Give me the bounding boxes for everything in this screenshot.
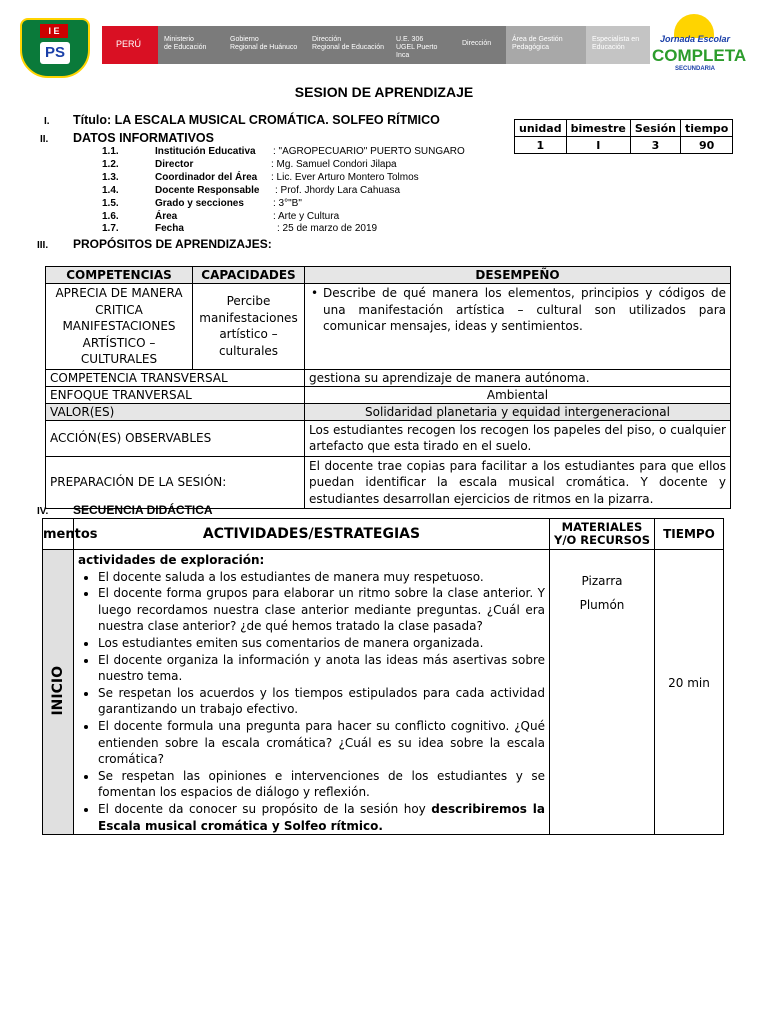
- header-desempeno: DESEMPEÑO: [305, 267, 731, 284]
- section-2-title: DATOS INFORMATIVOS: [73, 131, 214, 145]
- preparacion-value: El docente trae copias para facilitar a los estudiantes para que ellos puedan identificar la escala musical cromática. Y docente y estudiantes desarrollan ejercicios de ritmos en la pizarra.: [305, 456, 731, 509]
- unit-table: [514, 119, 733, 154]
- table-row: [46, 456, 731, 509]
- header-competencias: COMPETENCIAS: [46, 267, 193, 284]
- transversal-value: gestiona su aprendizaje de manera autónoma.: [305, 369, 731, 386]
- material-plumon: Plumón: [579, 598, 625, 612]
- actividades-cell: [74, 550, 550, 835]
- header-materiales: MATERIALES Y/O RECURSOS: [550, 519, 655, 550]
- table-row: [46, 403, 731, 420]
- valor-label: VALOR(ES): [46, 403, 305, 420]
- list-item: • El docente forma grupos para elaborar un ritmo sobre la clase anterior. Y luego recordamos nuestra clase anterior mediante preguntas. ¿Cuál era nuestra clase anterior? ¿de qué hemos tratado la clase pasada?: [98, 585, 545, 635]
- competencias-table: [45, 266, 731, 509]
- valor-value: Solidaridad planetaria y equidad intergeneracional: [305, 403, 731, 420]
- list-item: • El docente da conocer su propósito de la sesión hoy describiremos la Escala musical cromática y Solfeo rítmico.: [98, 801, 545, 834]
- list-item: • Se respetan los acuerdos y los tiempos estipulados para cada actividad garantizando un trabajo efectivo.: [98, 685, 545, 718]
- header-tiempo: tiempo: [680, 120, 732, 137]
- section-3-title: PROPÓSITOS DE APRENDIZAJES:: [73, 237, 272, 251]
- transversal-label: COMPETENCIA TRANSVERSAL: [46, 369, 305, 386]
- crest-letters: I E: [40, 24, 68, 38]
- banner-peru: PERÚ: [102, 26, 158, 64]
- table-row: [46, 386, 731, 403]
- banner-ugel: U.E. 306 UGEL Puerto Inca: [390, 26, 456, 64]
- header-sesion: Sesión: [630, 120, 680, 137]
- crest-initials: PS: [40, 42, 70, 64]
- header-unidad: unidad: [515, 120, 567, 137]
- material-pizarra: Pizarra: [581, 574, 623, 588]
- banner-area-gestion: Área de Gestión Pedagógica: [506, 26, 586, 64]
- enfoque-value: Ambiental: [305, 386, 731, 403]
- accion-label: ACCIÓN(ES) OBSERVABLES: [46, 420, 305, 456]
- table-row: [46, 369, 731, 386]
- list-item: • Se respetan las opiniones e intervenciones de los estudiantes y se fomentan los espacios de diálogo y reflexión.: [98, 768, 545, 801]
- accion-value: Los estudiantes recogen los recogen los papeles del piso, o cualquier artefacto que esta tirado en el suelo.: [305, 420, 731, 456]
- desempeno-cell: • Describe de qué manera los elementos, principios y códigos de una manifestación artística – cultural son utilizados para comunicar mensajes, ideas y sentimientos.: [305, 284, 731, 370]
- banner-direccion-regional: Dirección Regional de Educación: [306, 26, 390, 64]
- competencia-cell: APRECIA DE MANERA CRITICA MANIFESTACIONES ARTÍSTICO – CULTURALES: [46, 284, 193, 370]
- enfoque-label: ENFOQUE TRANVERSAL: [46, 386, 305, 403]
- list-item: • El docente formula una pregunta para hacer su conflicto cognitivo. ¿Qué entienden sobre la escala cromática? ¿Cuál es su idea sobre la escala cromática?: [98, 718, 545, 768]
- actividades-list: [78, 569, 545, 835]
- banner-direccion: Dirección: [456, 26, 506, 64]
- materiales-cell: [550, 550, 655, 835]
- section-3-number: III.: [37, 240, 49, 251]
- school-crest-logo: [20, 18, 90, 78]
- momento-cell: [43, 550, 74, 835]
- header-capacidades: CAPACIDADES: [193, 267, 305, 284]
- unit-table-value-row: [515, 137, 733, 154]
- page-title: SESION DE APRENDIZAJE: [294, 84, 474, 100]
- banner-ministerio: Ministerio de Educación: [158, 26, 224, 64]
- value-tiempo: 90: [680, 137, 732, 154]
- value-bimestre: I: [566, 137, 630, 154]
- table-header-row: [46, 267, 731, 284]
- section-1-number: I.: [44, 116, 50, 127]
- list-item: • Los estudiantes emiten sus comentarios de manera organizada.: [98, 635, 545, 652]
- secuencia-table: [42, 518, 724, 835]
- unit-table-header-row: [515, 120, 733, 137]
- capacidad-cell: Percibe manifestaciones artístico – culturales: [193, 284, 305, 370]
- table-row: [43, 550, 724, 835]
- section-2-number: II.: [40, 134, 49, 145]
- section-4-number: IV.: [37, 506, 49, 517]
- header-actividades: ACTIVIDADES/ESTRATEGIAS: [74, 519, 550, 550]
- table-row: [46, 284, 731, 370]
- list-item: • El docente organiza la información y anota las ideas más asertivas sobre nuestro tema.: [98, 652, 545, 685]
- ministry-banner: [102, 26, 650, 64]
- table-row: [46, 420, 731, 456]
- actividades-intro: actividades de exploración:: [78, 553, 265, 567]
- tiempo-cell: 20 min: [655, 550, 724, 835]
- header-tiempo: TIEMPO: [655, 519, 724, 550]
- table-header-row: [43, 519, 724, 550]
- preparacion-label: PREPARACIÓN DE LA SESIÓN:: [46, 456, 305, 509]
- bullet-icon: •: [311, 286, 319, 300]
- banner-gobierno: Gobierno Regional de Huánuco: [224, 26, 306, 64]
- momento-label: INICIO: [50, 665, 66, 716]
- section-4-title: SECUENCIA DIDÁCTICA: [73, 503, 213, 517]
- header-bimestre: bimestre: [566, 120, 630, 137]
- value-unidad: 1: [515, 137, 567, 154]
- banner-especialista: Especialista en Educación: [586, 26, 650, 64]
- value-sesion: 3: [630, 137, 680, 154]
- header-momentos: mentos: [43, 519, 74, 550]
- section-1-title: Título: LA ESCALA MUSICAL CROMÁTICA. SOLFEO RÍTMICO: [73, 113, 440, 127]
- jornada-escolar-logo: Jornada Escolar COMPLETA SECUNDARIA: [652, 14, 738, 74]
- list-item: • El docente saluda a los estudiantes de manera muy respetuoso.: [98, 569, 545, 586]
